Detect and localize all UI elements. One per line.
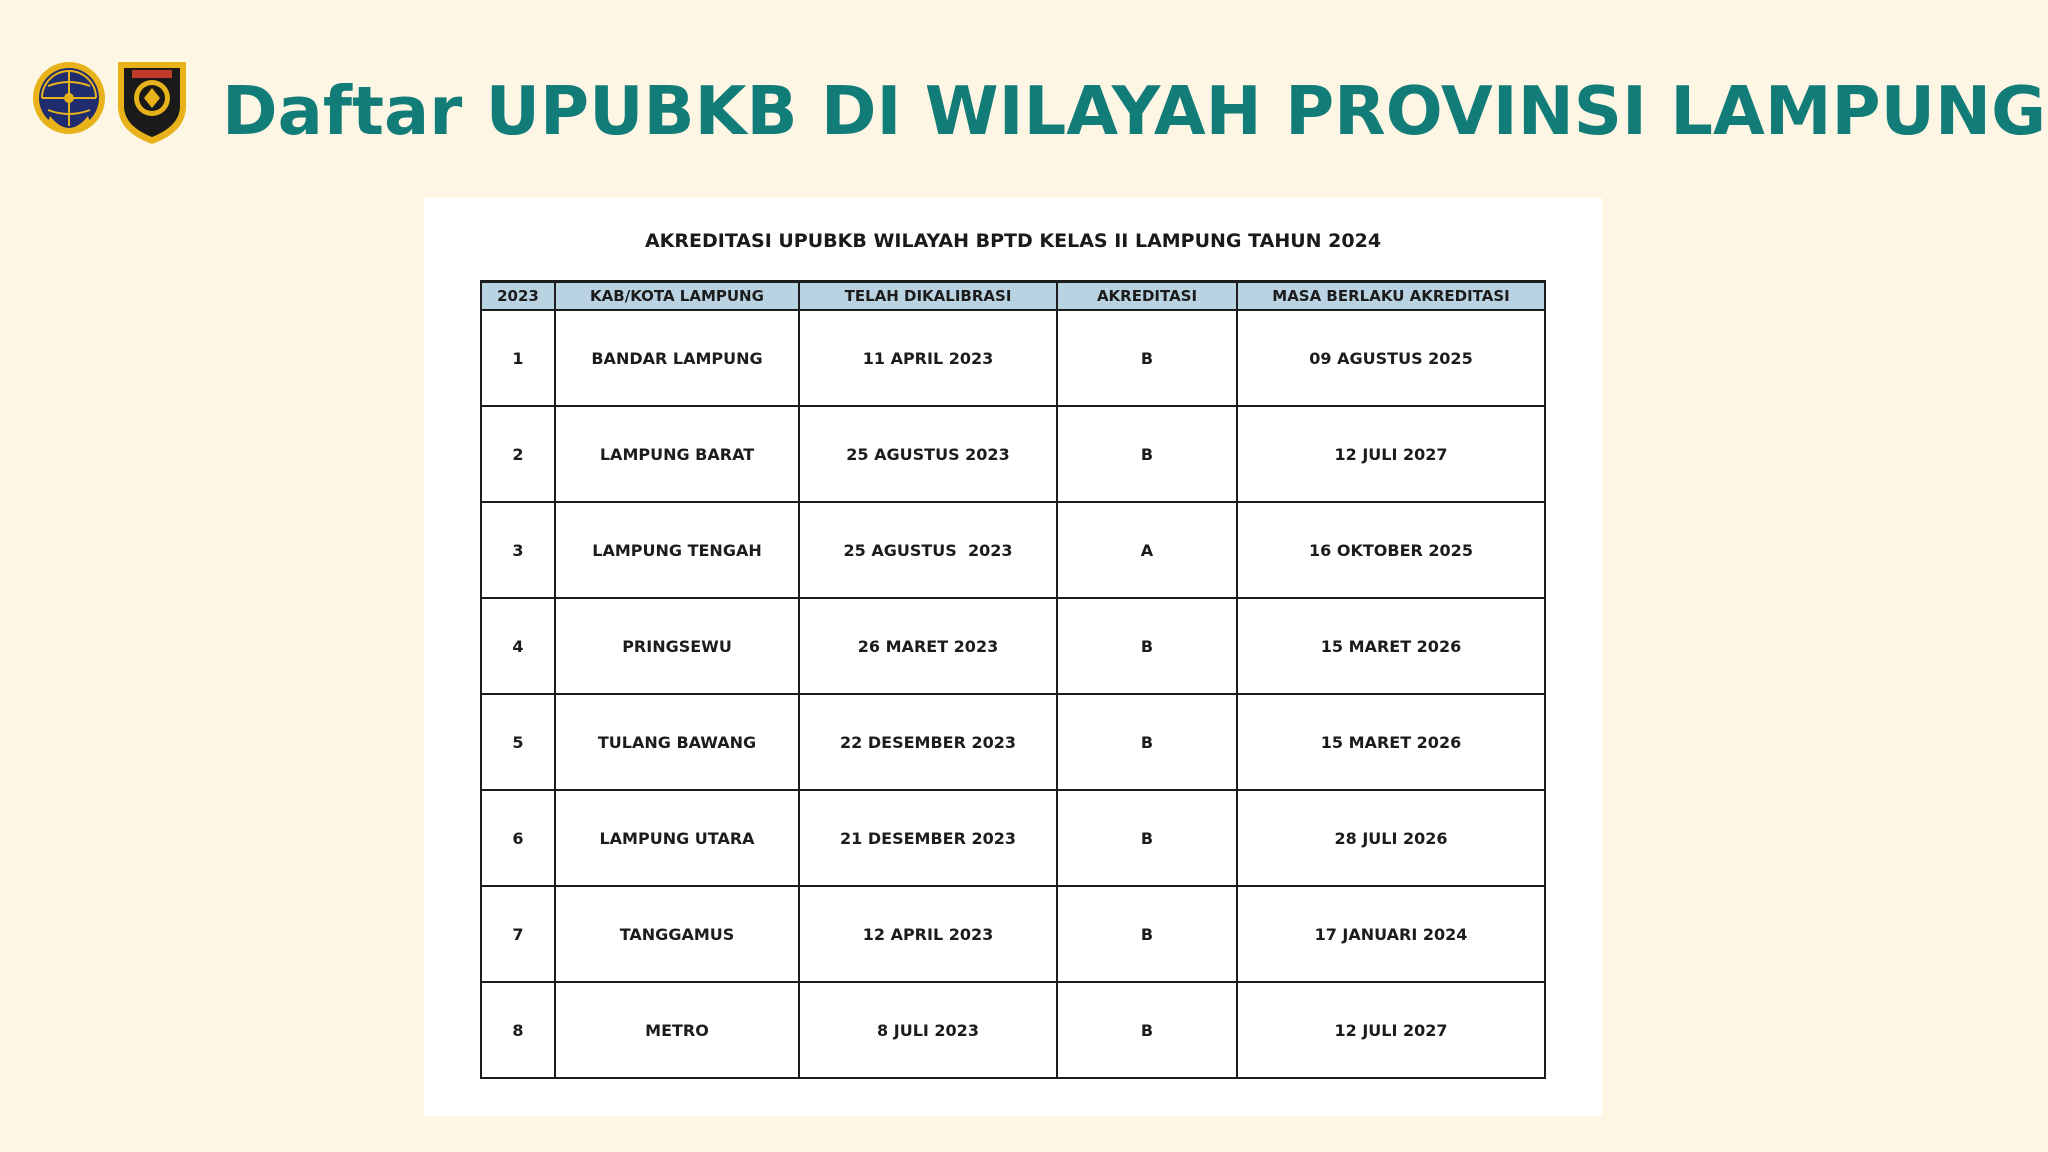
accreditation-cell: B — [1057, 310, 1237, 406]
accreditation-cell: B — [1057, 598, 1237, 694]
calibrated-date-cell: 12 APRIL 2023 — [799, 886, 1057, 982]
accreditation-cell: B — [1057, 694, 1237, 790]
kab-kota-cell: LAMPUNG UTARA — [555, 790, 799, 886]
calibrated-date-cell: 21 DESEMBER 2023 — [799, 790, 1057, 886]
validity-date-cell: 12 JULI 2027 — [1237, 406, 1545, 502]
accreditation-cell: B — [1057, 406, 1237, 502]
calibrated-date-cell: 25 AGUSTUS 2023 — [799, 406, 1057, 502]
row-number: 8 — [481, 982, 555, 1078]
table-row — [481, 790, 1545, 886]
table-row — [481, 694, 1545, 790]
column-header-year: 2023 — [481, 282, 555, 311]
accreditation-table — [480, 280, 1546, 1079]
validity-date-cell: 28 JULI 2026 — [1237, 790, 1545, 886]
logo-group — [30, 56, 190, 148]
table-header-row — [481, 282, 1545, 311]
row-number: 3 — [481, 502, 555, 598]
row-number: 5 — [481, 694, 555, 790]
validity-date-cell: 17 JANUARI 2024 — [1237, 886, 1545, 982]
kab-kota-cell: LAMPUNG TENGAH — [555, 502, 799, 598]
validity-date-cell: 15 MARET 2026 — [1237, 598, 1545, 694]
table-row — [481, 982, 1545, 1078]
calibrated-date-cell: 11 APRIL 2023 — [799, 310, 1057, 406]
row-number: 6 — [481, 790, 555, 886]
column-header-kab-kota: KAB/KOTA LAMPUNG — [555, 282, 799, 311]
table-row — [481, 886, 1545, 982]
validity-date-cell: 15 MARET 2026 — [1237, 694, 1545, 790]
document-title: AKREDITASI UPUBKB WILAYAH BPTD KELAS II LAMPUNG TAHUN 2024 — [644, 230, 1382, 252]
column-header-validity: MASA BERLAKU AKREDITASI — [1237, 282, 1545, 311]
kab-kota-cell: TULANG BAWANG — [555, 694, 799, 790]
table-row — [481, 598, 1545, 694]
kab-kota-cell: METRO — [555, 982, 799, 1078]
row-number: 7 — [481, 886, 555, 982]
accreditation-cell: B — [1057, 982, 1237, 1078]
table-row — [481, 406, 1545, 502]
validity-date-cell: 09 AGUSTUS 2025 — [1237, 310, 1545, 406]
kab-kota-cell: PRINGSEWU — [555, 598, 799, 694]
calibrated-date-cell: 22 DESEMBER 2023 — [799, 694, 1057, 790]
kab-kota-cell: TANGGAMUS — [555, 886, 799, 982]
kab-kota-cell: LAMPUNG BARAT — [555, 406, 799, 502]
ministry-emblem-icon — [30, 56, 108, 148]
kab-kota-cell: BANDAR LAMPUNG — [555, 310, 799, 406]
calibrated-date-cell: 8 JULI 2023 — [799, 982, 1057, 1078]
shield-badge-icon — [114, 56, 190, 146]
validity-date-cell: 12 JULI 2027 — [1237, 982, 1545, 1078]
table-row — [481, 310, 1545, 406]
accreditation-cell: B — [1057, 790, 1237, 886]
validity-date-cell: 16 OKTOBER 2025 — [1237, 502, 1545, 598]
scanned-document — [424, 198, 1602, 1116]
column-header-calibrated: TELAH DIKALIBRASI — [799, 282, 1057, 311]
row-number: 2 — [481, 406, 555, 502]
calibrated-date-cell: 25 AGUSTUS 2023 — [799, 502, 1057, 598]
table-row — [481, 502, 1545, 598]
accreditation-cell: B — [1057, 886, 1237, 982]
page-title: Daftar UPUBKB DI WILAYAH PROVINSI LAMPUNG — [222, 72, 2047, 150]
calibrated-date-cell: 26 MARET 2023 — [799, 598, 1057, 694]
column-header-accreditation: AKREDITASI — [1057, 282, 1237, 311]
row-number: 4 — [481, 598, 555, 694]
accreditation-cell: A — [1057, 502, 1237, 598]
row-number: 1 — [481, 310, 555, 406]
